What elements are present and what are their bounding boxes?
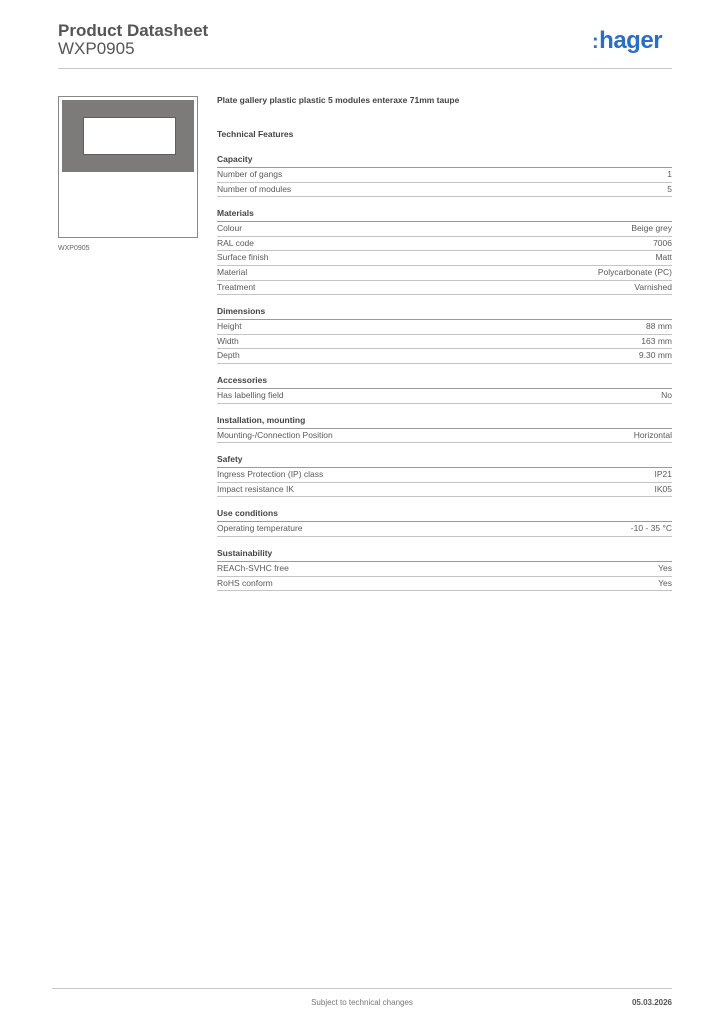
feature-row <box>217 237 672 252</box>
feature-label: Number of gangs <box>217 169 283 179</box>
content <box>217 95 672 591</box>
feature-label: Has labelling field <box>217 389 284 400</box>
feature-row <box>217 389 672 404</box>
feature-label: Surface finish <box>217 252 269 263</box>
feature-label: Depth <box>217 350 240 361</box>
feature-label: Number of modules <box>217 183 292 194</box>
feature-label: RAL code <box>217 237 255 248</box>
feature-section <box>217 454 672 497</box>
feature-section <box>217 208 672 295</box>
feature-value: Yes <box>658 577 672 588</box>
feature-row <box>217 335 672 350</box>
feature-row <box>217 168 672 183</box>
product-image-caption: WXP0905 <box>58 245 90 252</box>
feature-value: 5 <box>667 183 672 194</box>
brand-logo-dots: : <box>592 31 599 53</box>
feature-label: Colour <box>217 223 243 234</box>
feature-section <box>217 306 672 364</box>
product-description: Plate gallery plastic plastic 5 modules enteraxe 71mm taupe <box>217 95 460 105</box>
feature-row <box>217 483 672 498</box>
feature-label: RoHS conform <box>217 577 273 588</box>
feature-row <box>217 183 672 198</box>
footer-divider <box>52 988 672 989</box>
feature-row <box>217 349 672 364</box>
feature-row <box>217 522 672 537</box>
feature-label: Operating temperature <box>217 523 303 534</box>
header-divider <box>58 68 672 69</box>
feature-row <box>217 562 672 577</box>
feature-label: Height <box>217 321 242 332</box>
feature-value: Matt <box>655 252 672 263</box>
feature-value: -10 - 35 °C <box>630 523 672 534</box>
feature-row <box>217 577 672 592</box>
footer-note: Subject to technical changes <box>311 998 413 1007</box>
feature-row <box>217 251 672 266</box>
feature-value: Yes <box>658 562 672 573</box>
feature-section <box>217 508 672 537</box>
feature-value: Polycarbonate (PC) <box>597 266 672 277</box>
feature-value: IP21 <box>654 469 672 480</box>
feature-section <box>217 415 672 444</box>
feature-value: Beige grey <box>631 223 672 234</box>
plate-opening <box>83 117 176 155</box>
feature-row <box>217 281 672 296</box>
feature-value: 7006 <box>653 237 672 248</box>
section-title: Materials <box>217 208 672 222</box>
feature-value: IK05 <box>654 483 672 494</box>
feature-row <box>217 429 672 444</box>
feature-section <box>217 154 672 197</box>
feature-value: 9.30 mm <box>638 350 672 361</box>
feature-value: Horizontal <box>633 429 672 440</box>
feature-row <box>217 222 672 237</box>
section-title: Safety <box>217 454 672 468</box>
feature-value: No <box>661 389 672 400</box>
feature-value: 163 mm <box>641 335 672 346</box>
feature-label: REACh-SVHC free <box>217 562 289 573</box>
feature-row <box>217 468 672 483</box>
brand-logo-text: hager <box>599 27 663 54</box>
page-title: Product Datasheet <box>58 21 209 40</box>
technical-features-title: Technical Features <box>217 129 294 139</box>
feature-label: Width <box>217 335 239 346</box>
product-image <box>58 96 198 238</box>
section-title: Installation, mounting <box>217 415 672 429</box>
feature-label: Ingress Protection (IP) class <box>217 469 324 480</box>
feature-row <box>217 266 672 281</box>
feature-row <box>217 320 672 335</box>
brand-logo <box>592 27 662 55</box>
feature-value: 88 mm <box>646 321 672 332</box>
section-title: Use conditions <box>217 508 672 522</box>
section-title: Dimensions <box>217 306 672 320</box>
feature-label: Material <box>217 266 248 277</box>
feature-value: Varnished <box>634 281 672 292</box>
product-code: WXP0905 <box>58 39 135 58</box>
feature-value: 1 <box>667 169 672 179</box>
footer-date: 05.03.2026 <box>631 998 672 1007</box>
section-title: Sustainability <box>217 548 672 562</box>
feature-section <box>217 375 672 404</box>
feature-sections <box>217 154 672 591</box>
feature-label: Mounting-/Connection Position <box>217 429 333 440</box>
cover-plate <box>62 100 194 172</box>
feature-label: Impact resistance IK <box>217 483 295 494</box>
feature-label: Treatment <box>217 281 256 292</box>
section-title: Capacity <box>217 154 672 168</box>
section-title: Accessories <box>217 375 672 389</box>
feature-section <box>217 548 672 591</box>
